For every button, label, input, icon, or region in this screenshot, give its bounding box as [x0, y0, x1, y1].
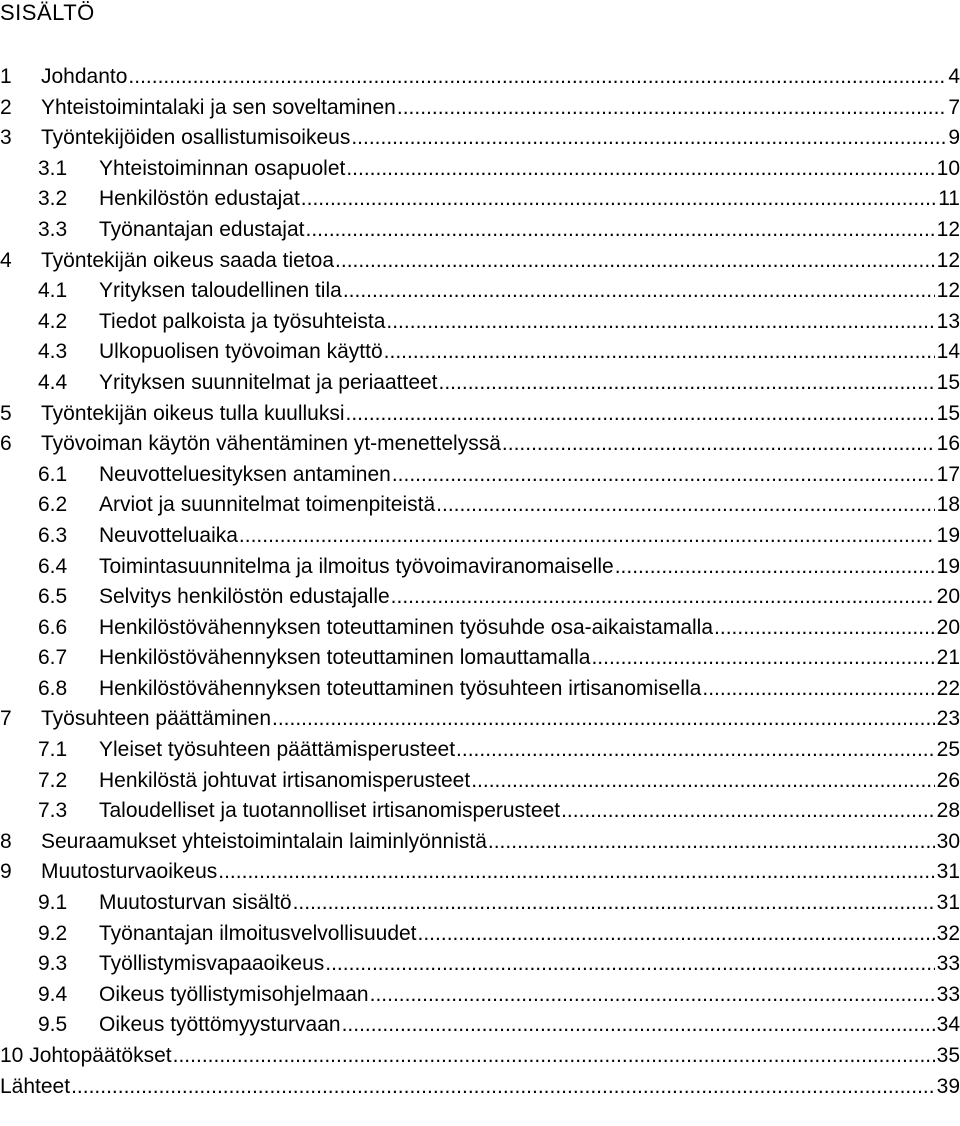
toc-entry[interactable] — [0, 123, 960, 154]
toc-entry-number: 6.4 — [38, 554, 68, 578]
toc-entry-page: 35 — [936, 1044, 960, 1067]
dot-leader — [306, 215, 935, 246]
toc-entry-number: 6 — [0, 432, 12, 456]
toc-entry[interactable] — [0, 1072, 960, 1103]
dot-leader — [293, 888, 935, 919]
toc-entry-title: Työllistymisvapaaoikeus — [99, 952, 325, 976]
dot-leader — [239, 521, 935, 552]
toc-entry[interactable] — [0, 215, 960, 246]
toc-entry-number: 6.7 — [38, 646, 68, 670]
toc-entry[interactable] — [0, 643, 960, 674]
toc-entry-number: 6.2 — [38, 493, 68, 517]
toc-entry[interactable] — [0, 613, 960, 644]
toc-entry-title: Tiedot palkoista ja työsuhteista — [99, 309, 386, 333]
toc-entry[interactable] — [0, 704, 960, 735]
toc-entry-number: 7.2 — [38, 768, 68, 792]
toc-entry[interactable] — [0, 460, 960, 491]
toc-entry-title: Lähteet — [0, 1074, 71, 1098]
toc-entry-title: Henkilöstön edustajat — [99, 187, 300, 211]
toc-entry-page: 14 — [936, 340, 960, 364]
toc-entry-number: 6.8 — [38, 676, 68, 700]
toc-entry-page: 25 — [936, 738, 960, 762]
toc-entry-page: 19 — [936, 523, 960, 547]
toc-entry-page: 20 — [936, 585, 960, 609]
toc-entry[interactable] — [0, 1010, 960, 1041]
toc-entry[interactable] — [0, 429, 960, 460]
toc-entry-number: 4.3 — [38, 340, 68, 364]
dot-leader — [346, 399, 935, 430]
dot-leader — [386, 307, 934, 338]
toc-entry-number: 4.1 — [38, 279, 68, 303]
toc-entry-page: 9 — [948, 126, 960, 150]
dot-leader — [561, 796, 935, 827]
toc-entry-title: Neuvotteluesityksen antaminen — [99, 462, 391, 486]
toc-entry-title: Taloudelliset ja tuotannolliset irtisanomisperusteet — [99, 799, 561, 823]
toc-entry-page: 10 — [936, 156, 960, 180]
toc-entry[interactable] — [0, 337, 960, 368]
toc-entry-number: 6.6 — [38, 615, 68, 639]
toc-entry-page: 20 — [936, 615, 960, 639]
toc-entry-title: Arviot ja suunnitelmat toimenpiteistä — [99, 493, 436, 517]
toc-entry-page: 15 — [936, 401, 960, 425]
dot-leader — [301, 184, 936, 215]
toc-entry[interactable] — [0, 307, 960, 338]
toc-entry-number: 5 — [0, 401, 12, 425]
toc-entry-number: 9.3 — [38, 952, 68, 976]
dot-leader — [272, 704, 935, 735]
toc-entry-number: 3 — [0, 126, 12, 150]
toc-entry-page: 4 — [948, 65, 960, 88]
table-of-contents — [0, 62, 960, 1102]
toc-entry-page: 18 — [936, 493, 960, 517]
toc-entry-number: 9.2 — [38, 921, 68, 945]
toc-entry-number: 4.2 — [38, 309, 68, 333]
toc-entry-page: 33 — [936, 982, 960, 1006]
toc-entry[interactable] — [0, 552, 960, 583]
toc-entry-title: Henkilöstövähennyksen toteuttaminen lomauttamalla — [99, 646, 591, 670]
dot-leader — [342, 1010, 935, 1041]
toc-entry-page: 39 — [936, 1074, 960, 1098]
toc-entry-page: 34 — [936, 1013, 960, 1037]
toc-entry-title: Henkilöstövähennyksen toteuttaminen työsuhde osa-aikaistamalla — [99, 615, 714, 639]
toc-entry-number: 9.1 — [38, 891, 68, 915]
toc-entry-title: Oikeus työttömyysturvaan — [99, 1013, 341, 1037]
toc-entry[interactable] — [0, 796, 960, 827]
dot-leader — [391, 582, 935, 613]
toc-entry-title: Työnantajan ilmoitusvelvollisuudet — [99, 921, 417, 945]
toc-entry-title: Yhteistoimintalaki ja sen soveltaminen — [41, 95, 396, 119]
toc-entry[interactable] — [0, 674, 960, 705]
toc-entry-page: 12 — [936, 279, 960, 303]
toc-entry-number: 3.1 — [38, 156, 68, 180]
toc-entry[interactable] — [0, 919, 960, 950]
dot-leader — [173, 1041, 935, 1072]
toc-entry-number: 3.3 — [38, 217, 68, 241]
toc-entry[interactable] — [0, 490, 960, 521]
toc-entry[interactable] — [0, 521, 960, 552]
dot-leader — [456, 735, 935, 766]
toc-entry-title: Työnantajan edustajat — [99, 217, 305, 241]
toc-entry[interactable] — [0, 766, 960, 797]
dot-leader — [615, 552, 935, 583]
dot-leader — [71, 1072, 935, 1103]
toc-entry-number: 6.1 — [38, 462, 68, 486]
toc-entry[interactable] — [0, 888, 960, 919]
toc-entry-number: 8 — [0, 829, 12, 853]
toc-entry-title: Henkilöstä johtuvat irtisanomisperusteet — [99, 768, 471, 792]
dot-leader — [128, 62, 946, 93]
toc-entry-title: Henkilöstövähennyksen toteuttaminen työsuhteen irtisanomisella — [99, 676, 702, 700]
toc-entry-page: 31 — [936, 891, 960, 915]
toc-entry-title: Muutosturvaoikeus — [41, 860, 218, 884]
toc-entry-page: 28 — [936, 799, 960, 823]
toc-entry-number: 1 — [0, 65, 12, 88]
toc-entry-number: 2 — [0, 95, 12, 119]
dot-leader — [343, 276, 935, 307]
toc-entry-page: 30 — [936, 829, 960, 853]
toc-entry-page: 15 — [936, 370, 960, 394]
toc-entry-number: 9 — [0, 860, 12, 884]
toc-entry-number: 3.2 — [38, 187, 68, 211]
toc-entry[interactable] — [0, 582, 960, 613]
toc-entry-title: Yhteistoiminnan osapuolet — [99, 156, 346, 180]
toc-entry-title: Neuvotteluaika — [99, 523, 238, 547]
toc-entry-page: 7 — [948, 95, 960, 119]
toc-entry-title: Työvoiman käytön vähentäminen yt-menettelyssä — [41, 432, 501, 456]
toc-entry[interactable] — [0, 184, 960, 215]
toc-entry-number: 9.5 — [38, 1013, 68, 1037]
dot-leader — [702, 674, 934, 705]
toc-entry-page: 17 — [936, 462, 960, 486]
dot-leader — [471, 766, 934, 797]
toc-entry-number: 4.4 — [38, 370, 68, 394]
toc-entry-page: 19 — [936, 554, 960, 578]
dot-leader — [591, 643, 934, 674]
toc-entry-number: 9.4 — [38, 982, 68, 1006]
toc-entry[interactable] — [0, 827, 960, 858]
toc-entry-page: 12 — [936, 248, 960, 272]
toc-entry[interactable] — [0, 368, 960, 399]
toc-entry-number: 7 — [0, 707, 12, 731]
toc-entry-title: 10 Johtopäätökset — [0, 1044, 172, 1067]
toc-entry-number: 7.3 — [38, 799, 68, 823]
dot-leader — [439, 368, 935, 399]
toc-entry-title: Yrityksen suunnitelmat ja periaatteet — [99, 370, 438, 394]
toc-entry[interactable] — [0, 246, 960, 277]
dot-leader — [714, 613, 935, 644]
toc-entry-number: 4 — [0, 248, 12, 272]
toc-entry-title: Yrityksen taloudellinen tila — [99, 279, 342, 303]
toc-entry-title: Toimintasuunnitelma ja ilmoitus työvoimaviranomaiselle — [99, 554, 614, 578]
toc-entry[interactable] — [0, 857, 960, 888]
toc-entry-title: Työntekijöiden osallistumisoikeus — [41, 126, 351, 150]
dot-leader — [335, 246, 935, 277]
toc-entry[interactable] — [0, 1041, 960, 1072]
dot-leader — [502, 429, 935, 460]
toc-entry[interactable] — [0, 980, 960, 1011]
toc-heading: SISÄLTÖ — [0, 0, 95, 25]
dot-leader — [418, 919, 935, 950]
dot-leader — [397, 93, 946, 124]
toc-entry-page: 16 — [936, 432, 960, 456]
toc-entry-title: Yleiset työsuhteen päättämisperusteet — [99, 738, 456, 762]
dot-leader — [346, 154, 934, 185]
toc-entry-page: 11 — [938, 187, 960, 211]
toc-entry-title: Ulkopuolisen työvoiman käyttö — [99, 340, 383, 364]
dot-leader — [325, 949, 934, 980]
toc-entry-title: Johdanto — [41, 65, 128, 88]
dot-leader — [488, 827, 935, 858]
toc-entry-title: Seuraamukset yhteistoimintalain laiminlyönnistä — [41, 829, 487, 853]
toc-entry-title: Selvitys henkilöstön edustajalle — [99, 585, 390, 609]
toc-entry-title: Muutosturvan sisältö — [99, 891, 292, 915]
toc-entry-number: 7.1 — [38, 738, 68, 762]
toc-entry-page: 23 — [936, 707, 960, 731]
toc-entry-page: 32 — [936, 921, 960, 945]
dot-leader — [392, 460, 935, 491]
toc-entry[interactable] — [0, 154, 960, 185]
toc-entry[interactable] — [0, 949, 960, 980]
toc-entry[interactable] — [0, 62, 960, 93]
toc-entry-page: 22 — [936, 676, 960, 700]
dot-leader — [218, 857, 934, 888]
toc-entry-title: Työntekijän oikeus saada tietoa — [41, 248, 335, 272]
toc-entry-page: 33 — [936, 952, 960, 976]
toc-entry-page: 31 — [936, 860, 960, 884]
toc-entry[interactable] — [0, 276, 960, 307]
dot-leader — [384, 337, 935, 368]
toc-entry[interactable] — [0, 399, 960, 430]
dot-leader — [436, 490, 934, 521]
toc-entry-title: Työsuhteen päättäminen — [41, 707, 271, 731]
toc-entry-page: 12 — [936, 217, 960, 241]
toc-entry-page: 21 — [936, 646, 960, 670]
toc-entry-title: Oikeus työllistymisohjelmaan — [99, 982, 369, 1006]
dot-leader — [351, 123, 946, 154]
toc-entry-page: 26 — [936, 768, 960, 792]
toc-entry[interactable] — [0, 735, 960, 766]
dot-leader — [370, 980, 935, 1011]
toc-entry-number: 6.5 — [38, 585, 68, 609]
toc-entry-page: 13 — [936, 309, 960, 333]
toc-entry[interactable] — [0, 93, 960, 124]
toc-entry-number: 6.3 — [38, 523, 68, 547]
toc-entry-title: Työntekijän oikeus tulla kuulluksi — [41, 401, 345, 425]
